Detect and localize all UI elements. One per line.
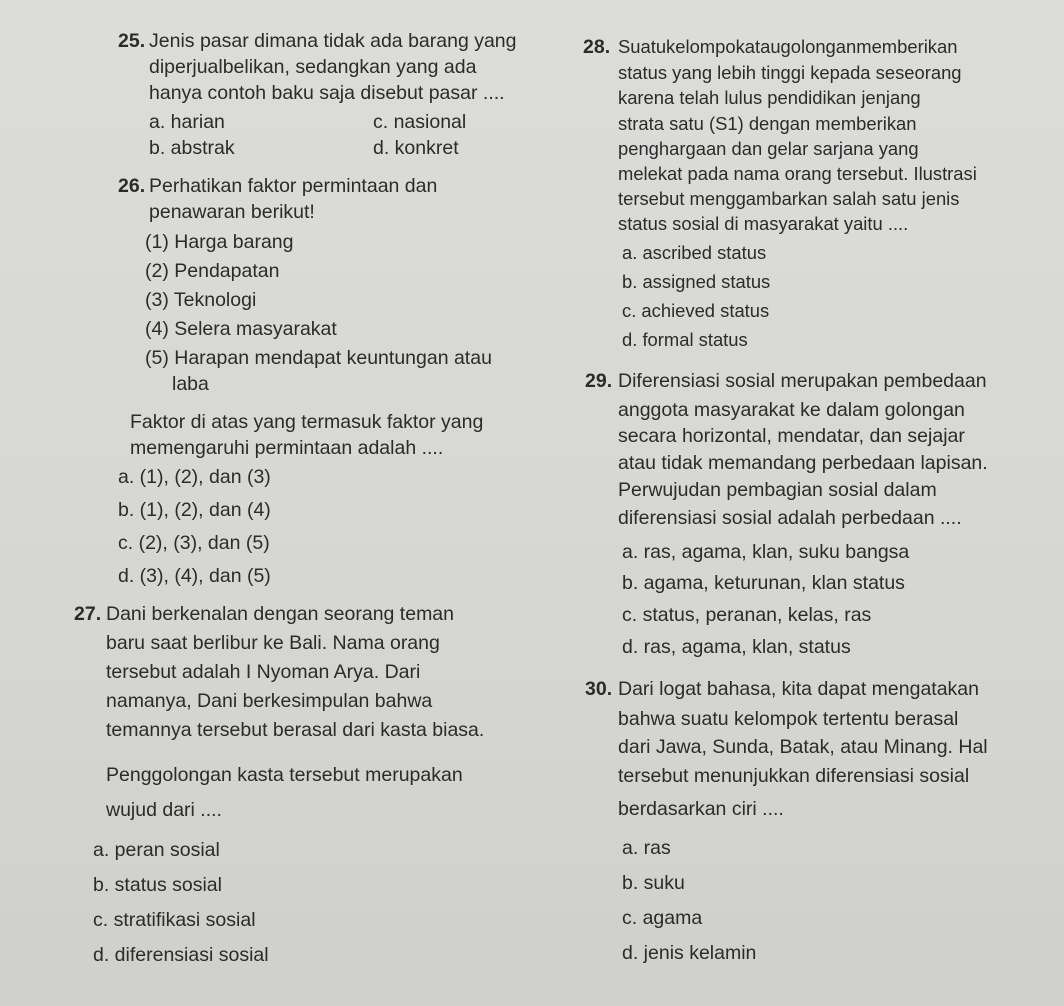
q30-text-line-3: dari Jawa, Sunda, Batak, atau Minang. Hal xyxy=(618,736,988,758)
q26-option-b[interactable]: b. (1), (2), dan (4) xyxy=(118,499,271,521)
q28-option-c[interactable]: c. achieved status xyxy=(622,300,770,321)
q25-number: 25. xyxy=(118,30,146,52)
q27-option-c[interactable]: c. stratifikasi sosial xyxy=(93,909,256,931)
q29-text-line-3: secara horizontal, mendatar, dan sejajar xyxy=(618,425,965,447)
q26-option-d[interactable]: d. (3), (4), dan (5) xyxy=(118,565,271,587)
q25-option-c[interactable]: c. nasional xyxy=(373,111,467,133)
q26-item-2: (2) Pendapatan xyxy=(145,260,280,282)
q26-item-5-cont: laba xyxy=(172,373,209,395)
q29-text-line-1: Diferensiasi sosial merupakan pembedaan xyxy=(618,370,987,392)
q27-option-d[interactable]: d. diferensiasi sosial xyxy=(93,944,269,966)
q27-stem-line-1: Penggolongan kasta tersebut merupakan xyxy=(106,764,463,786)
q25-option-d[interactable]: d. konkret xyxy=(373,137,459,159)
q28-text-line-8: status sosial di masyarakat yaitu .... xyxy=(618,213,909,234)
q26-stem-line-1: Faktor di atas yang termasuk faktor yang xyxy=(130,411,484,433)
q28-number: 28. xyxy=(583,36,611,58)
q27-number: 27. xyxy=(74,603,102,625)
q28-text-line-6: melekat pada nama orang tersebut. Ilustrasi xyxy=(618,163,977,184)
q30-option-b[interactable]: b. suku xyxy=(622,872,685,894)
q26-stem-line-2: memengaruhi permintaan adalah .... xyxy=(130,437,444,459)
q26-item-4: (4) Selera masyarakat xyxy=(145,318,337,340)
q30-number: 30. xyxy=(585,678,613,700)
q29-option-c[interactable]: c. status, peranan, kelas, ras xyxy=(622,604,872,626)
q26-item-1: (1) Harga barang xyxy=(145,231,294,253)
q26-option-c[interactable]: c. (2), (3), dan (5) xyxy=(118,532,270,554)
q27-option-a[interactable]: a. peran sosial xyxy=(93,839,220,861)
q30-option-d[interactable]: d. jenis kelamin xyxy=(622,942,757,964)
q25-option-a[interactable]: a. harian xyxy=(149,111,225,133)
q25-option-b[interactable]: b. abstrak xyxy=(149,137,235,159)
q27-text-line-2: baru saat berlibur ke Bali. Nama orang xyxy=(106,632,440,654)
q28-option-a[interactable]: a. ascribed status xyxy=(622,242,767,263)
q27-option-b[interactable]: b. status sosial xyxy=(93,874,222,896)
q28-text-line-2: status yang lebih tinggi kepada seseorang xyxy=(618,62,962,83)
q25-text-line-1: Jenis pasar dimana tidak ada barang yang xyxy=(149,30,517,52)
q29-text-line-4: atau tidak memandang perbedaan lapisan. xyxy=(618,452,988,474)
q26-number: 26. xyxy=(118,175,146,197)
q30-text-line-2: bahwa suatu kelompok tertentu berasal xyxy=(618,708,959,730)
q27-text-line-5: temannya tersebut berasal dari kasta biasa. xyxy=(106,719,485,741)
q30-text-line-4: tersebut menunjukkan diferensiasi sosial xyxy=(618,765,970,787)
q30-option-c[interactable]: c. agama xyxy=(622,907,703,929)
q28-text-line-1: Suatukelompokataugolonganmemberikan xyxy=(618,36,958,57)
q26-text-line-1: Perhatikan faktor permintaan dan xyxy=(149,175,438,197)
q27-text-line-1: Dani berkenalan dengan seorang teman xyxy=(106,603,455,625)
q29-text-line-6: diferensiasi sosial adalah perbedaan .... xyxy=(618,507,962,529)
q26-text-line-2: penawaran berikut! xyxy=(149,201,315,223)
q28-option-b[interactable]: b. assigned status xyxy=(622,271,771,292)
q25-text-line-2: diperjualbelikan, sedangkan yang ada xyxy=(149,56,477,78)
q28-text-line-7: tersebut menggambarkan salah satu jenis xyxy=(618,188,960,209)
q27-text-line-3: tersebut adalah I Nyoman Arya. Dari xyxy=(106,661,421,683)
q29-text-line-5: Perwujudan pembagian sosial dalam xyxy=(618,479,937,501)
q29-number: 29. xyxy=(585,370,613,392)
q28-text-line-3: karena telah lulus pendidikan jenjang xyxy=(618,87,921,108)
q30-option-a[interactable]: a. ras xyxy=(622,837,671,859)
q28-option-d[interactable]: d. formal status xyxy=(622,329,748,350)
q28-text-line-4: strata satu (S1) dengan memberikan xyxy=(618,113,917,134)
q29-option-b[interactable]: b. agama, keturunan, klan status xyxy=(622,572,905,594)
q29-option-d[interactable]: d. ras, agama, klan, status xyxy=(622,636,851,658)
q26-option-a[interactable]: a. (1), (2), dan (3) xyxy=(118,466,271,488)
q27-stem-line-2: wujud dari .... xyxy=(106,799,222,821)
q30-text-line-5: berdasarkan ciri .... xyxy=(618,798,784,820)
q29-text-line-2: anggota masyarakat ke dalam golongan xyxy=(618,399,965,421)
q26-item-5: (5) Harapan mendapat keuntungan atau xyxy=(145,347,492,369)
q28-text-line-5: penghargaan dan gelar sarjana yang xyxy=(618,138,919,159)
q26-item-3: (3) Teknologi xyxy=(145,289,257,311)
q25-text-line-3: hanya contoh baku saja disebut pasar .... xyxy=(149,82,505,104)
q29-option-a[interactable]: a. ras, agama, klan, suku bangsa xyxy=(622,541,910,563)
q27-text-line-4: namanya, Dani berkesimpulan bahwa xyxy=(106,690,433,712)
q30-text-line-1: Dari logat bahasa, kita dapat mengatakan xyxy=(618,678,979,700)
